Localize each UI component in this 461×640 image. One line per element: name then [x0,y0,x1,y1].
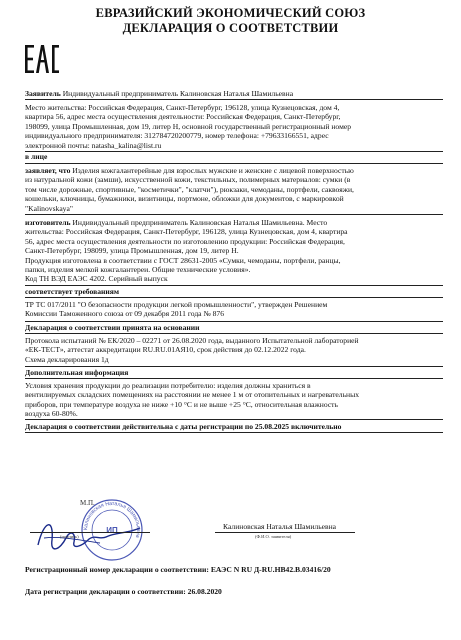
declaration-title: ДЕКЛАРАЦИЯ О СООТВЕТСТВИИ [122,21,339,35]
declares-label: заявляет, что [25,166,71,175]
stamp-inner-text: ИП [106,526,118,535]
address-line: индивидуального предпринимателя: 312784720200779, номер телефона: +79633166551, адрес [25,131,329,141]
union-title: ЕВРАЗИЙСКИЙ ЭКОНОМИЧЕСКИЙ СОЮЗ [95,6,366,20]
signer-name: Калиновская Наталья Шамильевна [223,522,337,531]
requirements-label: соответствует требованиям [25,287,120,296]
product-line: том числе дорожные, спортивные, "косметички", "клатчи"), рюкзаки, чемоданы, портфели, саквояжи, [25,184,354,194]
requirement-line: ТР ТС 017/2011 "О безопасности продукции легкой промышленности", утвержден Решением [25,300,328,309]
address-line: электронной почты: natasha_kalina@list.ru [25,140,162,150]
requirement-line: Комиссии Таможенного союза от 09 декабря 2011 года № 876 [25,309,224,319]
manufacturer-block [25,218,443,284]
divider [25,297,443,298]
address-line: 198099, улица Промышленная, дом 19, литер Н, основной государственный регистрационный номер [25,121,352,131]
in-person-label: в лице [25,152,48,161]
name-caption: (Ф.И.О. заявителя) [255,534,292,539]
declares-block [25,166,443,213]
name-line [215,532,355,533]
requirements-block [25,300,443,319]
mp-caption: М.П. [80,499,95,507]
divider [25,151,443,152]
signature-caption: (подпись) [60,534,79,539]
registration-date-value: 26.08.2020 [187,587,222,596]
additional-line: воздуха 60-80%. [25,409,78,419]
applicant-address [25,103,443,150]
basis-line: «ЕК-ТЕСТ», аттестат аккредитации RU.RU.01АЯ10, срок действия до 02.12.2022 года. [25,345,306,355]
product-line: из натуральной кожи (замши), искусственной кожи, текстильных, полимерных материалов: сумки (в [25,175,351,185]
stamp-outer-text: Калиновская Наталья Шамильевна [82,500,142,539]
eac-logo [25,45,59,73]
divider [25,432,443,433]
divider [25,366,443,367]
applicant-label: Заявитель [25,89,61,98]
basis-block [25,336,443,364]
manufacturer-line: Индивидуальный предприниматель Калиновская Наталья Шамильевна. Место [72,218,328,227]
divider [25,321,443,322]
basis-line: Схема декларирования 1д [25,354,109,364]
registration-number-label: Регистрационный номер декларации о соответствии: [25,565,209,574]
basis-label: Декларация о соответствии принята на основании [25,323,200,332]
basis-line: Протокола испытаний № ЕК/2020 – 02271 от 26.08.2020 года, выданного Испытательной лабораторией [25,336,359,345]
manufacturer-line: папки, изделия мелкой кожгалантереи. Общие технические условия». [25,265,251,275]
address-line: квартира 56, адрес места осуществления деятельности: Российская Федерация, Санкт-Петербург, [25,112,341,122]
divider [25,333,443,334]
applicant-line [25,89,443,98]
divider [25,163,443,164]
divider [25,378,443,379]
product-line: Изделия кожгалантерейные для взрослых мужские и женские с лицевой поверхностью [72,166,354,175]
seal-stamp [80,498,144,562]
manufacturer-line: Санкт-Петербург, 198099, улица Промышленная, дом 19, литер Н. [25,246,239,256]
divider [25,419,443,420]
product-line: кошельки, ключницы, бумажники, визитницы, портмоне, обложки для документов, с маркировкой [25,194,344,204]
divider [25,99,443,100]
additional-line: вентилируемых складских помещениях на расстоянии не менее 1 м от отопительных и нагревательных [25,390,360,400]
applicant-name: Индивидуальный предприниматель Калиновская Наталья Шамильевна [62,89,294,98]
address-line: Место жительства: Российская Федерация, Санкт-Петербург, 196128, улица Кузнецовская, дом 4, [25,103,340,112]
registration-number-value: ЕАЭС N RU Д-RU.НВ42.В.03416/20 [210,565,331,574]
divider [25,285,443,286]
validity-text: Декларация о соответствии действительна с даты регистрации по 25.08.2025 включительно [25,422,342,431]
registration-number-line [25,565,443,574]
additional-label: Дополнительная информация [25,368,129,377]
divider [25,214,443,215]
signature-line [30,532,150,533]
additional-line: приборов, при температуре воздуха не ниже +10 °С и не выше +25 °С, относительная влажность [25,399,338,409]
manufacturer-line: жительства: Российская Федерация, Санкт-Петербург, 196128, улица Кузнецовская, дом 4, квартира [25,227,348,237]
registration-date-line [25,587,443,596]
product-line: "Kalinovskaya" [25,203,73,213]
additional-block [25,381,443,419]
manufacturer-line: Продукция изготовлена в соответствии с ГОСТ 28631-2005 «Сумки, чемоданы, портфели, ранцы, [25,255,341,265]
additional-line: Условия хранения продукции до реализации потребителю: изделия должны храниться в [25,381,311,390]
manufacturer-line: 56, адрес места осуществления деятельности по изготовлению продукции: Российская Федерация, [25,236,345,246]
manufacturer-label: изготовитель [25,218,71,227]
registration-date-label: Дата регистрации декларации о соответствии: [25,587,186,596]
manufacturer-line: Код ТН ВЭД ЕАЭС 4202. Серийный выпуск [25,274,168,284]
